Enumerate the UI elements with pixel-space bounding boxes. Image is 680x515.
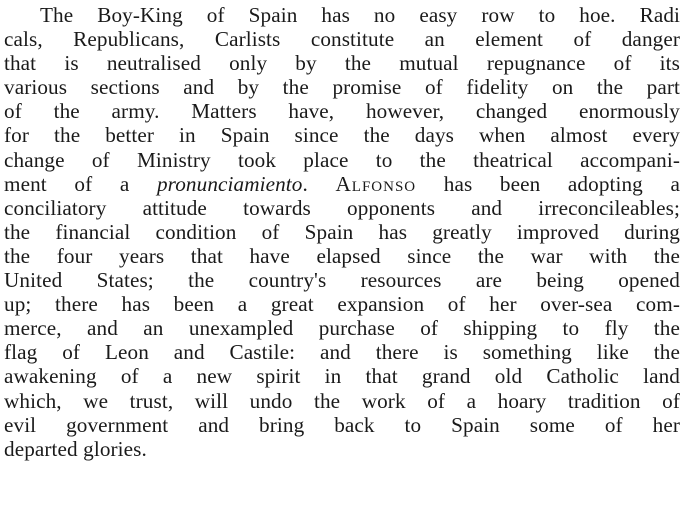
text-line-6: for the better in Spain since the days when almost every bbox=[4, 123, 680, 148]
small-caps-name: Alfonso bbox=[335, 171, 417, 196]
text-line-1: The Boy-King of Spain has no easy row to hoe. Radi bbox=[40, 3, 680, 27]
text-line-7: change of Ministry took place to the theatrical accompani- bbox=[4, 147, 680, 172]
text-run: ment of a bbox=[4, 171, 157, 196]
text-line-10: the financial condition of Spain has greatly improved during bbox=[4, 219, 680, 244]
text-run: . bbox=[302, 171, 336, 196]
text-line-17: which, we trust, will undo the work of a hoary tradition of bbox=[4, 388, 680, 413]
text-line-9: conciliatory attitude towards opponents and irreconcileables; bbox=[4, 195, 680, 220]
text-line-18: evil government and bring back to Spain some of her bbox=[4, 412, 680, 437]
text-line-2: cals, Republicans, Carlists constitute an element of danger bbox=[4, 27, 680, 52]
text-line-4: various sections and by the promise of fidelity on the part bbox=[4, 75, 680, 100]
text-line-3: that is neutralised only by the mutual repugnance of its bbox=[4, 51, 680, 76]
text-line-13: up; there has been a great expansion of her over-sea com- bbox=[4, 292, 680, 317]
text-line-11: the four years that have elapsed since the war with the bbox=[4, 243, 680, 268]
text-line-19: departed glories. bbox=[4, 436, 147, 461]
text-line-5: of the army. Matters have, however, changed enormously bbox=[4, 99, 680, 124]
italic-term: pronunciamiento bbox=[156, 171, 303, 196]
text-run: has been adopting a bbox=[416, 171, 680, 196]
text-line-8 bbox=[4, 172, 680, 196]
text-line-12: United States; the country's resources are being opened bbox=[4, 268, 680, 293]
text-line-16: awakening of a new spirit in that grand old Catholic land bbox=[4, 364, 680, 389]
text-line-14: merce, and an unexampled purchase of shipping to fly the bbox=[4, 316, 680, 341]
text-line-15: flag of Leon and Castile: and there is something like the bbox=[4, 340, 680, 365]
